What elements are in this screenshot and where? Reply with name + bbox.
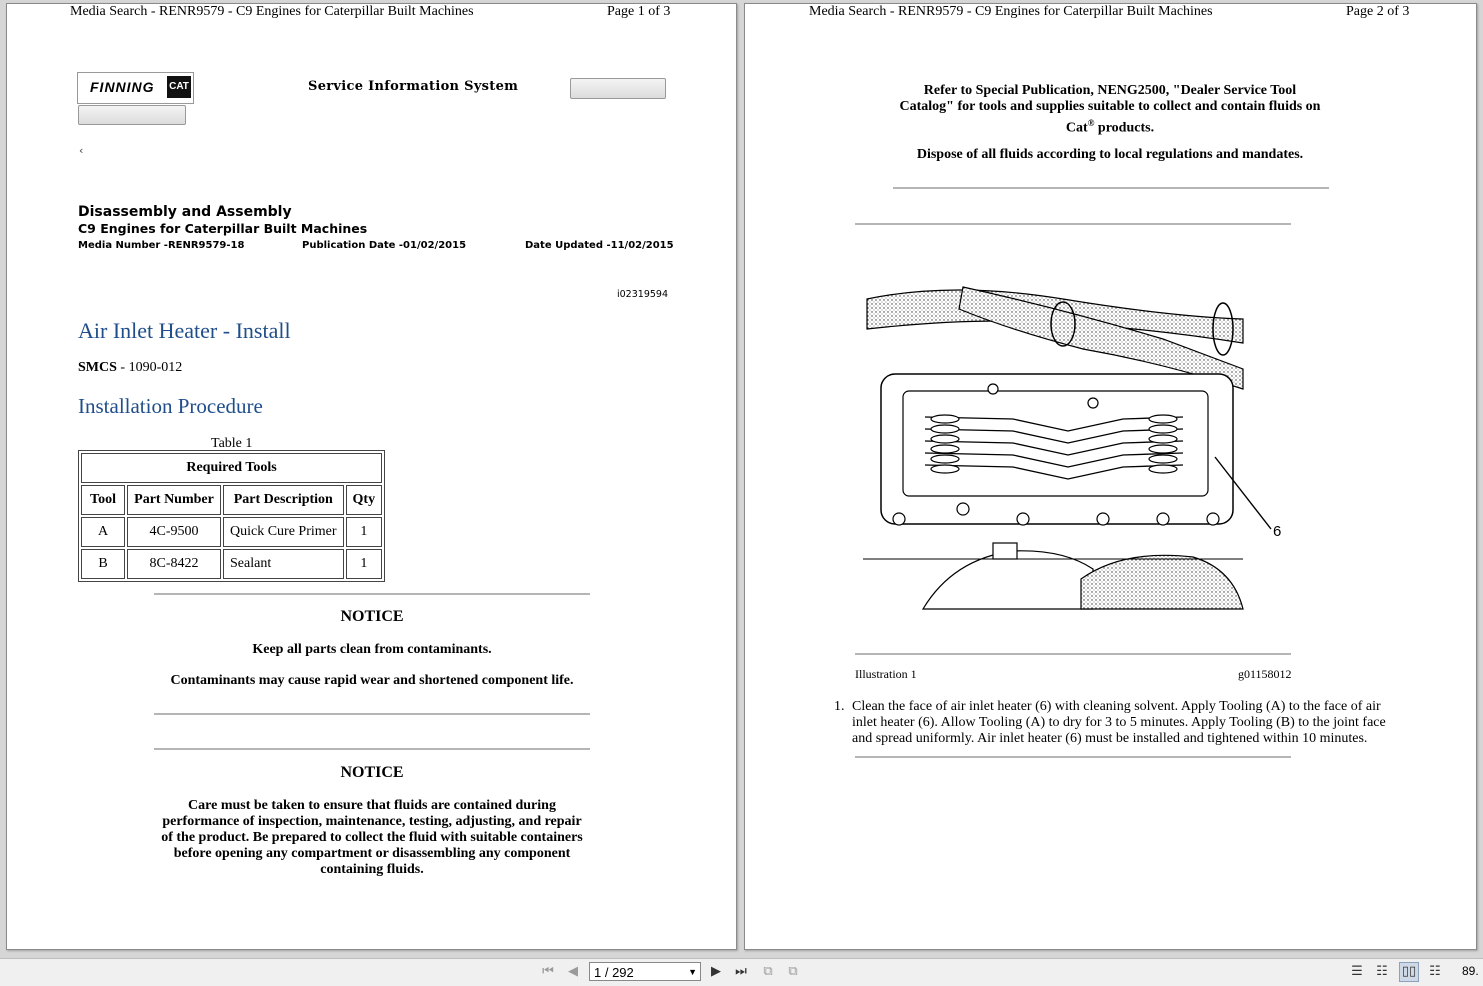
table-cell: 1 (346, 549, 383, 579)
header-button-left[interactable] (78, 105, 186, 125)
date-updated: Date Updated -11/02/2015 (525, 240, 674, 251)
back-arrow-icon[interactable]: ‹ (79, 144, 84, 157)
table-header-row (81, 485, 382, 515)
table-cell: 4C-9500 (127, 517, 221, 547)
page-2 (744, 3, 1477, 950)
divider (855, 756, 1291, 758)
notice-text: Keep all parts clean from contaminants. (252, 642, 492, 657)
smcs-code: SMCS - 1090-012 (78, 360, 183, 375)
rotate-ccw-icon[interactable]: ⧉ (763, 964, 773, 979)
table-cell: A (81, 517, 125, 547)
cat-logo-icon: CAT (167, 76, 191, 98)
table-cell: 8C-8422 (127, 549, 221, 579)
doc-type: Disassembly and Assembly (78, 204, 292, 220)
doc-subtitle: C9 Engines for Caterpillar Built Machines (78, 221, 368, 236)
callout-label: 6 (1273, 523, 1282, 540)
page-header-title: Media Search - RENR9579 - C9 Engines for Caterpillar Built Machines (70, 4, 474, 19)
notice-text: Contaminants may cause rapid wear and shortened component life. (170, 673, 574, 688)
notice-paragraph: Refer to Special Publication, NENG2500, "Dealer Service Tool Catalog" for tools and supplies suitable to collect and contain fluids on Cat® products. (899, 83, 1321, 136)
table-cell: Quick Cure Primer (223, 517, 344, 547)
first-page-icon[interactable]: ⏮ (542, 964, 554, 979)
prev-page-icon[interactable]: ◀ (568, 964, 578, 979)
last-page-icon[interactable]: ⏭ (735, 964, 747, 979)
section-title: Installation Procedure (78, 394, 263, 418)
header-button-right[interactable] (570, 78, 666, 99)
publication-date: Publication Date -01/02/2015 (302, 240, 467, 251)
notice-heading: NOTICE (340, 608, 404, 625)
table-title: Required Tools (81, 453, 382, 483)
rotate-cw-icon[interactable]: ⧉ (788, 964, 798, 979)
table-cell: 1 (346, 517, 383, 547)
divider (855, 653, 1291, 655)
col-header: Qty (346, 485, 383, 515)
page-header-number: Page 2 of 3 (1346, 4, 1410, 19)
page-title: Air Inlet Heater - Install (78, 318, 291, 343)
viewer-toolbar (0, 958, 1483, 986)
finning-cat-logo: FINNING CAT (77, 72, 194, 104)
page-1 (6, 3, 737, 950)
two-page-icon[interactable]: ▯▯ (1399, 962, 1419, 982)
zoom-level[interactable]: 89. (1462, 964, 1479, 978)
notice-text: Dispose of all fluids according to local regulations and mandates. (916, 147, 1304, 162)
notice-paragraph: Care must be taken to ensure that fluids are contained during performance of inspection, maintenance, testing, adjusting, and repair of the product. Be prepared to collect the fluid with suitable containers before opening any compartment or disassembling any component containing fluids. (161, 798, 583, 877)
doc-id: i02319594 (617, 289, 668, 300)
single-page-icon[interactable]: ☰ (1351, 964, 1363, 979)
table-cell: B (81, 549, 125, 579)
page-number-input[interactable]: 1 / 292 ▼ (589, 962, 701, 981)
two-page-continuous-icon[interactable]: ☷ (1429, 964, 1441, 979)
step-number: 1. (834, 699, 845, 714)
media-number: Media Number -RENR9579-18 (78, 240, 245, 251)
illustration-id: g01158012 (1238, 667, 1292, 681)
divider (154, 593, 590, 595)
divider (154, 713, 590, 715)
divider (154, 748, 590, 750)
col-header: Part Number (127, 485, 221, 515)
page-header-number: Page 1 of 3 (607, 4, 671, 19)
table-title-row (81, 453, 382, 483)
chevron-down-icon: ▼ (688, 967, 697, 977)
sis-title: Service Information System (308, 79, 519, 94)
next-page-icon[interactable]: ▶ (711, 964, 721, 979)
table-row (81, 549, 382, 579)
table-row (81, 517, 382, 547)
required-tools-table (78, 450, 385, 582)
page-header-title: Media Search - RENR9579 - C9 Engines for Caterpillar Built Machines (809, 4, 1213, 19)
divider (893, 187, 1329, 189)
table-cell: Sealant (223, 549, 344, 579)
col-header: Tool (81, 485, 125, 515)
notice-heading: NOTICE (340, 764, 404, 781)
divider (855, 223, 1291, 225)
continuous-icon[interactable]: ☷ (1376, 964, 1388, 979)
illustration-label: Illustration 1 (855, 667, 917, 681)
col-header: Part Description (223, 485, 344, 515)
air-inlet-heater-illustration (863, 279, 1283, 614)
table-caption: Table 1 (211, 436, 253, 451)
step-text: Clean the face of air inlet heater (6) with cleaning solvent. Apply Tooling (A) to the face of air inlet heater (6). Allow Tooling (A) to dry for 3 to 5 minutes. Apply Tooling (B) to the joint face and spread uniformly. Air inlet heater (6) must be installed and tightened within 10 minutes. (852, 699, 1386, 746)
